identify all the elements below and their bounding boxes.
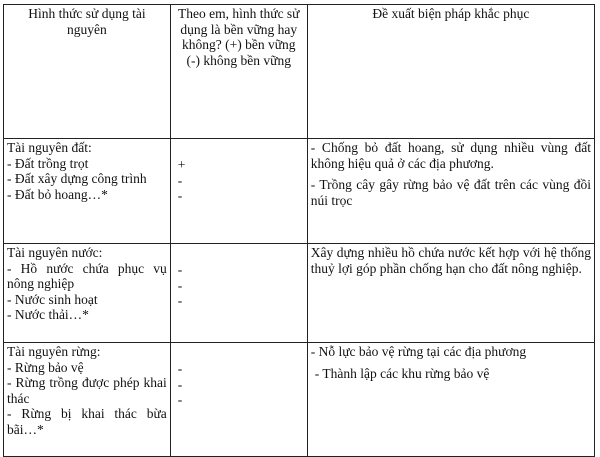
sign-cell-water: [170, 244, 307, 343]
resource-item: - Đất xây dựng công trình: [7, 171, 147, 186]
sustainability-sign: -: [177, 361, 183, 376]
resource-item: - Rừng bị khai thác bừa bãi…*: [7, 406, 167, 437]
resource-title: Tài nguyên rừng:: [7, 344, 101, 359]
resource-cell-land: [4, 139, 171, 244]
resource-title: Tài nguyên nước:: [7, 245, 103, 260]
table-header-row: [4, 5, 595, 139]
table-row: [4, 343, 595, 457]
resource-item: - Đất trồng trọt: [7, 155, 89, 171]
header-usage-form: Hình thức sử dụng tài nguyên: [4, 5, 171, 139]
sustainability-sign: -: [177, 293, 183, 308]
sustainability-sign: -: [177, 392, 183, 407]
sign-cell-forest: [170, 343, 307, 457]
resource-item: - Nước thải…*: [7, 307, 89, 322]
solution-text: Xây dựng nhiều hồ chứa nước kết hợp với hệ thống thuỷ lợi góp phần chống hạn cho đất nông nghiệp.: [310, 245, 591, 276]
sustainability-sign: -: [177, 172, 183, 188]
table-row: [4, 244, 595, 343]
table-row: [4, 139, 595, 244]
solution-text: - Thành lập các khu rừng bảo vệ: [314, 365, 490, 381]
sustainability-sign: -: [177, 262, 183, 277]
solution-cell-forest: [307, 343, 594, 457]
solution-cell-water: [307, 244, 594, 343]
solution-text: - Chống bỏ đất hoang, sử dụng nhiều vùng đất không hiệu quả ở các địa phương.: [310, 140, 591, 171]
resource-item: - Đất bỏ hoang…*: [7, 186, 108, 202]
header-sustainability: Theo em, hình thức sử dụng là bền vững hay không? (+) bền vững (-) không bền vững: [170, 5, 307, 139]
resource-cell-forest: [4, 343, 171, 457]
sustainability-sign: +: [177, 157, 186, 172]
sustainability-sign: -: [177, 188, 183, 203]
sign-cell-land: [170, 139, 307, 244]
solution-cell-land: [307, 139, 594, 244]
solution-text: - Nỗ lực bảo vệ rừng tại các địa phương: [310, 344, 527, 359]
resource-cell-water: [4, 244, 171, 343]
resource-table: [3, 4, 595, 457]
sustainability-sign: -: [177, 376, 183, 392]
resource-item: - Rừng trồng được phép khai thác: [7, 375, 167, 406]
header-solutions: Đề xuất biện pháp khắc phục: [307, 5, 594, 139]
resource-item: - Nước sinh hoạt: [7, 291, 98, 307]
sustainability-sign: -: [177, 277, 183, 293]
solution-text: - Trồng cây gây rừng bảo vệ đất trên các vùng đồi núi trọc: [310, 177, 591, 208]
resource-item: - Hồ nước chứa phục vụ nông nghiệp: [7, 260, 167, 291]
resource-title: Tài nguyên đất:: [7, 140, 92, 155]
resource-item: - Rừng bảo vệ: [7, 359, 84, 375]
